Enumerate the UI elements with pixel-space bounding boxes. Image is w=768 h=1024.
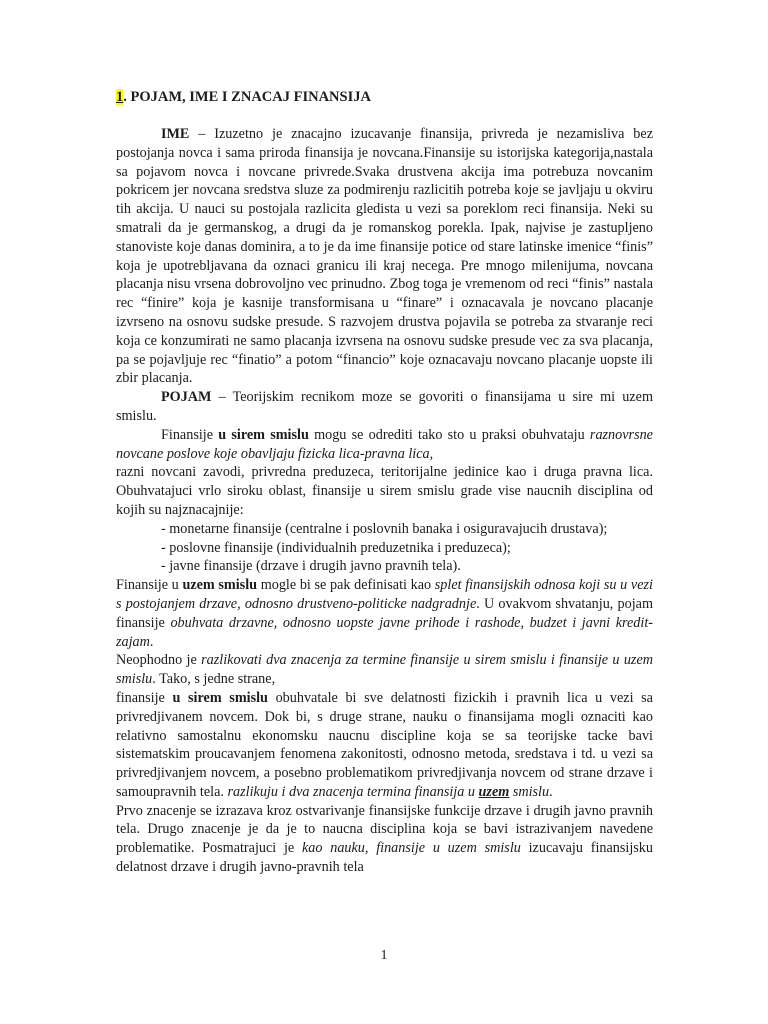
list-item: - poslovne finansije (individualnih preduzetnika i preduzeca); [161,539,511,556]
paragraph-uzem-smislu [116,576,653,651]
text-run: Finansije u [116,577,183,594]
text-run: . Tako, s jedne strane, [152,671,276,688]
text-run: Prvo znacenje se izrazava kroz ostvarivanje finansijske funkcije drzave i drugih javno pravnih tela. Drugo znacenje je da je to naucna disciplina koja se bavi istrazivanjem navedene problematike. Posmatrajuci je [116,802,653,857]
list-item: - javne finansije (drzave i drugih javno pravnih tela). [161,558,461,575]
heading-number: 1 [116,89,124,105]
text-run: izucavaju finansijsku delatnost drzave i drugih javno-pravnih tela [116,840,653,876]
section-heading [116,88,371,106]
heading-title: . POJAM, IME I ZNACAJ FINANSIJA [123,89,371,105]
bold-term: uzem smislu [182,577,258,594]
paragraph-sirem-smislu [116,426,653,464]
text-run: , [429,445,434,462]
paragraph-discipline-intro: razni novcani zavodi, privredna preduzeca, teritorijalne jedinice kao i druga pravna lica. Obuhvatajuci vrlo siroku oblast, finansije u sirem smislu grade vise naucnih disciplina od kojih su najznacajnije: [116,464,653,518]
italic-phrase: razlikuju i dva znacenja termina finansija u [227,783,479,800]
paragraph-text: – Teorijskim recnikom moze se govoriti o finansijama u sire mi uzem smislu. [116,389,653,424]
text-run: Neophodno je [116,652,202,669]
text-run: obuhvatale bi sve delatnosti fizickih i pravnih lica u vezi sa privredjivanem novcem. Dok bi, s druge strane, nauku o finansijama mogli oznaciti kao relativno samostalnu ekonomsku naucnu discipline koja se sa teorijske tacke bavi sistematskim proucavanjem fenomena zakonitosti, odnosno metoda, sredstava i td. u vezi sa privredjivanjem novcem, a posebno problematikom privredjivanja novcem od strane drzave i samoupravnih tela. [116,689,653,800]
paragraph-pojam [116,388,653,426]
text-run: mogu se odrediti tako sto u praksi obuhvataju [308,426,590,443]
text-run: . [549,783,553,800]
bold-term: u sirem smislu [172,689,268,706]
paragraph-neophodno [116,651,653,689]
text-run: mogle bi se pak definisati kao [257,577,435,594]
paragraph-ime [116,125,653,388]
text-run: finansije [116,689,173,706]
paragraph-lead-ime: IME [161,126,190,142]
text-run: Finansije [161,426,219,443]
text-run: . [149,633,154,650]
paragraph-text: – Izuzetno je znacajno izucavanje finansija, privreda je nezamisliva bez postojanja novca i sama priroda finansija je novcana.Finansije su istorijska kategorija,nastala sa pojavom novca i novcane privrede.Svaka drustvena akcija ima potrebuza novcanim pokricem jer novcana sredstva sluze za podmirenju razlicitih potreba koje se javljaju u okviru tih akcija. U nauci su postojala razlicita gledista u vezi sa poreklom reci finansija. Neki su smatrali da je germanskog, a drugi da je romanskog porekla. Ipak, najvise je zastupljeno stanoviste koje danas dominira, a to je da ime finansije potice od stare latinske imenice “finis” koja je upotrebljavana da oznaci granicu ili kraj necega. Pre mnogo milenijuma, novcana placanja nisu vrsena dobrovoljno vec prinudno. Zbog toga je vremenom od reci “finis” nastala rec “finire” koja je kasnije transformisana u “finare” i oznacavala je novcano placanje izvrseno na osnovu sudske presude. S razvojem drustva pojavila se potreba za stvaranje reci koja ce konzumirati ne samo placanja izvrsena na osnovu sudske presude vec za sva placanja, pa se pojavljuje rec “finatio” a potom “financio” koje oznacavaju novcano placanje uopste ili zbir placanja. [116,126,653,387]
italic-phrase: splet finansijskih odnosa koji su u vezi s postojanjem drzave, odnosno drustveno-politicke nadgradnje [116,577,653,612]
document-body [116,125,653,877]
page-number: 1 [380,948,388,963]
text-run: . U ovakvom shvatanju, pojam finansije [116,595,653,631]
paragraph-lead-pojam: POJAM [161,389,212,406]
bold-term: u sirem smislu [218,426,309,443]
paragraph-prvo-znacenje [116,802,653,877]
italic-phrase: kao nauku, finansije u uzem smislu [301,840,521,857]
paragraph-finansije-sirem [116,689,653,802]
italic-phrase: razlikovati dva znacenja za termine finansije u sirem smislu i finansije u uzem smislu [116,652,653,688]
bold-italic-term: uzem [478,783,510,800]
italic-phrase: smislu [509,783,550,800]
italic-phrase: obuhvata drzavne, odnosno uopste javne prihode i rashode, budzet i javni kredit-zajam [116,614,653,650]
list-item: - monetarne finansije (centralne i poslovnih banaka i osiguravajucih drustava); [161,520,608,537]
italic-phrase: raznovrsne novcane poslove koje obavljaju fizicka lica-pravna lica [116,426,653,462]
